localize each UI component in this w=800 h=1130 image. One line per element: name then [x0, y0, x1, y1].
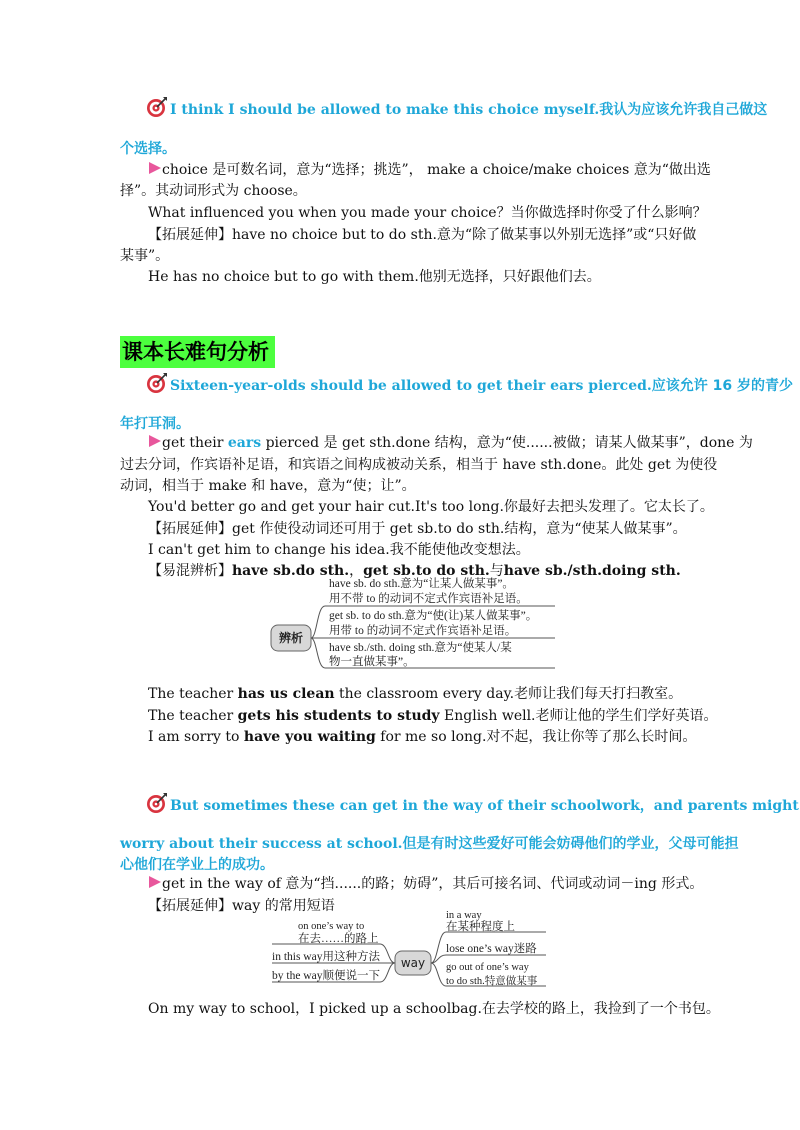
example-2d: The teacher gets his students to study English well.老师让他的学生们学好英语。 [148, 708, 718, 724]
example-1b: He has no choice but to go with them.他别无选择，只好跟他们去。 [148, 269, 601, 285]
note-2-line2: 过去分词，作宾语补足语，和宾语之间构成被动关系，相当于 have sth.done。此处 get 为使役 [120, 457, 718, 473]
example-1a: What influenced you when you made your choice？当你做选择时你受了什么影响？ [148, 205, 707, 221]
headline-en: Sixteen-year-olds should be allowed to get their ears pierced. [170, 378, 652, 394]
target-icon [146, 372, 168, 394]
arrow-icon [148, 161, 162, 175]
way-left-1-line1: on one’s way to [298, 921, 365, 932]
example-2c: The teacher has us clean the classroom every day.老师让我们每天打扫教室。 [148, 686, 683, 702]
diagram-item-1-line1: have sb. do sth.意为“让某人做某事”。 [329, 578, 514, 590]
way-left-3: by the way顺便说一下 [272, 970, 380, 982]
diagram-item-2-line2: 用带 to 的动词不定式作宾语补足语。 [329, 625, 517, 637]
example-2a: You'd better go and get your hair cut.It's too long.你最好去把头发理了。它太长了。 [148, 499, 714, 515]
way-right-3-line1: go out of one’s way [446, 962, 529, 973]
headline-2 [146, 372, 793, 399]
way-left-2: in this way用这种方法 [272, 951, 380, 963]
way-right-1-line2: 在某种程度上 [446, 921, 515, 933]
diagram-center-label: way [400, 956, 426, 970]
headline-3-line1: But sometimes these can get in the way of their schoolwork，and parents might [170, 798, 799, 814]
note-2: get their ears pierced 是 get sth.done 结构，意为“使......被做；请某人做某事”，done 为 [148, 433, 753, 453]
comparison-diagram [265, 574, 565, 674]
arrow-icon [148, 434, 162, 448]
arrow-icon [148, 875, 162, 889]
extension-2: 【拓展延伸】get 作使役动词还可用于 get sb.to do sth.结构，意为“使某人做某事”。 [148, 521, 687, 537]
confusion-heading: 【易混辨析】have sb.do sth.，get sb.to do sth.与have sb./sth.doing sth. [148, 563, 681, 579]
way-right-1-line1: in a way [446, 910, 482, 921]
diagram-item-1-line2: 用不带 to 的动词不定式作宾语补足语。 [329, 593, 528, 605]
note-2-line3: 动词，相当于 make 和 have，意为“使；让”。 [120, 478, 416, 494]
note-1-line2: 择”。其动词形式为 choose。 [120, 183, 307, 199]
extension-1-line2: 某事”。 [120, 248, 170, 264]
extension-1: 【拓展延伸】have no choice but to do sth.意为“除了做某事以外别无选择”或“只好做 [148, 227, 697, 243]
headline-3-line3: 心他们在学业上的成功。 [120, 857, 274, 873]
headline-3-line2: worry about their success at school.但是有时这些爱好可能会妨碍他们的学业，父母可能担 [120, 836, 739, 852]
headline-2-cont: 年打耳洞。 [120, 416, 190, 432]
headline-3 [146, 792, 799, 819]
way-right-3-line2: to do sth.特意做某事 [446, 976, 538, 987]
diagram-item-3-line1: have sb./sth. doing sth.意为“使某人/某 [329, 642, 512, 654]
target-icon [146, 96, 168, 118]
note-1 [148, 160, 711, 180]
headline-1-cont: 个选择。 [120, 141, 176, 157]
way-left-1-line2: 在去……的路上 [298, 933, 379, 945]
extension-3: 【拓展延伸】way 的常用短语 [148, 898, 335, 914]
note-1-line1: choice 是可数名词，意为“选择；挑选”， make a choice/make choices 意为“做出选 [162, 162, 711, 178]
section-title: 课本长难句分析 [120, 336, 275, 368]
highlight-word: ears [227, 435, 262, 451]
example-3: On my way to school，I picked up a schoolbag.在去学校的路上，我捡到了一个书包。 [148, 1001, 720, 1017]
diagram-center-label: 辨析 [278, 631, 304, 645]
target-icon [146, 792, 168, 814]
diagram-item-2-line1: get sb. to do sth.意为“使(让)某人做某事”。 [329, 610, 538, 622]
way-phrases-diagram [268, 908, 558, 988]
way-right-2: lose one’s way迷路 [446, 943, 537, 955]
example-2e: I am sorry to have you waiting for me so long.对不起，我让你等了那么长时间。 [148, 729, 697, 745]
note-3: get in the way of 意为“挡......的路；妨碍”，其后可接名词、代词或动词－ing 形式。 [148, 874, 703, 894]
diagram-item-3-line2: 物一直做某事”。 [329, 656, 415, 668]
headline-cn: 我认为应该允许我自己做这 [599, 102, 768, 118]
headline-cn: 应该允许 16 岁的青少 [651, 378, 794, 394]
headline-en: I think I should be allowed to make this choice myself. [170, 102, 600, 118]
headline-1 [146, 96, 767, 123]
example-2b: I can't get him to change his idea.我不能使他改变想法。 [148, 542, 530, 558]
